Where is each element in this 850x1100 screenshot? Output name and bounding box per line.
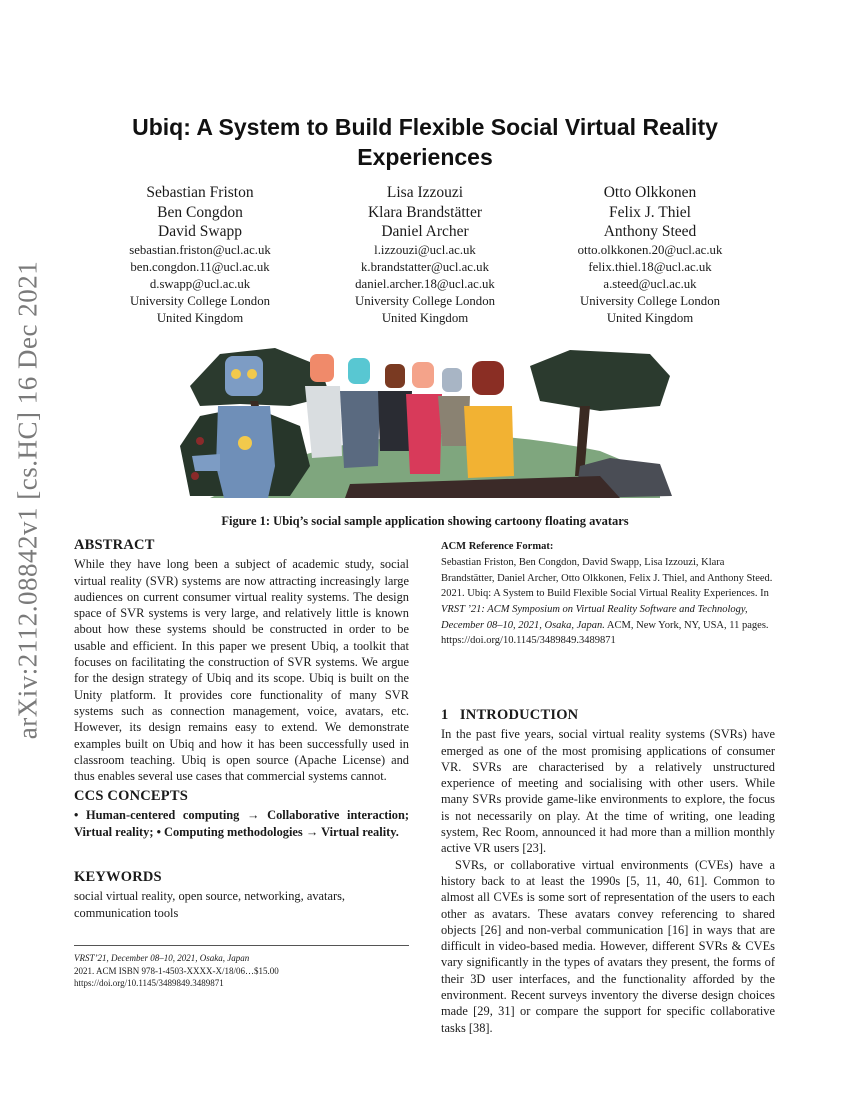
author-email: sebastian.friston@ucl.ac.uk	[129, 242, 271, 257]
author-affiliation: University College London	[129, 293, 271, 308]
acm-reference-section	[441, 539, 775, 649]
author-email: ben.congdon.11@ucl.ac.uk	[130, 259, 270, 274]
ccs-text: • Human-centered computing → Collaborative interaction; Virtual reality; • Computing methodologies → Virtual reality.	[74, 808, 409, 839]
introduction-heading: 1 INTRODUCTION	[441, 707, 579, 723]
doi-link[interactable]: https://doi.org/10.1145/3489849.3489871	[74, 978, 224, 988]
acm-reference-text	[441, 555, 775, 649]
intro-paragraph: In the past five years, social virtual reality systems (SVRs) have emerged as one of the most promising applications of consumer VR. SVRs are characterised by a relatively unstructured experience of meeting and socialising with other users. While many SVRs provide game-like environments to explore, the focus is not necessarily on play. At the time of writing, one leading system, Rec Room, announced it had more than a million monthly active VR users [23].	[441, 727, 775, 856]
author-email: d.swapp@ucl.ac.uk	[149, 276, 251, 291]
figure-caption: Figure 1: Ubiq’s social sample application showing cartoony floating avatars	[221, 514, 629, 528]
author-name: Anthony Steed	[603, 223, 697, 240]
author-email: otto.olkkonen.20@ucl.ac.uk	[577, 242, 723, 257]
paper-title: Ubiq: A System to Build Flexible Social Virtual Reality Experiences	[132, 114, 718, 170]
author-column	[540, 183, 760, 327]
avatars-illustration	[180, 346, 672, 498]
figure-1-image	[180, 346, 672, 498]
author-name: Klara Brandstätter	[367, 203, 483, 221]
abstract-heading: ABSTRACT	[74, 537, 155, 553]
keywords-heading: KEYWORDS	[74, 869, 162, 885]
copyright-footnote	[74, 945, 409, 990]
author-name: Daniel Archer	[381, 223, 469, 240]
venue-line: VRST’21, December 08–10, 2021, Osaka, Japan	[74, 953, 250, 963]
arxiv-stamp-text: arXiv:2112.08842v1 [cs.HC] 16 Dec 2021	[12, 260, 43, 740]
author-column	[90, 183, 310, 327]
author-email: daniel.archer.18@ucl.ac.uk	[355, 276, 495, 291]
author-email: k.brandstatter@ucl.ac.uk	[361, 259, 489, 274]
reference-publisher: ACM, New York, NY, USA, 11 pages. https://doi.org/10.1145/3489849.3489871	[441, 619, 769, 647]
abstract-text: While they have long been a subject of academic study, social virtual reality (SVR) systems are now attracting increasingly large audiences on current consumer virtual reality systems. The design space of SVR systems is very large, and relatively little is known about how these systems should be constructed in order to be usable and efficient. In this paper we present Ubiq, a toolkit that focuses on facilitating the construction of SVR systems. We argue for the design strategy of Ubiq and its scope. Ubiq is built on the Unity platform. It provides core functionality of many SVR systems such as connection management, voice, avatars, etc. However, its design remains easy to extend. We demonstrate examples built on Ubiq and how it has been successfully used in classroom teaching. Ubiq is open source (Apache License) and thus enables several use cases that commercial systems cannot.	[74, 557, 409, 784]
acm-reference-heading: ACM Reference Format:	[441, 541, 554, 552]
author-name: Lisa Izzouzi	[386, 184, 464, 201]
author-country: United Kingdom	[156, 310, 244, 325]
author-country: United Kingdom	[606, 310, 694, 325]
author-affiliation: University College London	[354, 293, 496, 308]
reference-venue: VRST ’21: ACM Symposium on Virtual Reality Software and Technology, December 08–10, 2021, Osaka, Japan.	[441, 604, 748, 631]
author-column	[315, 183, 535, 327]
author-email: felix.thiel.18@ucl.ac.uk	[588, 259, 712, 274]
ccs-heading: CCS CONCEPTS	[74, 788, 188, 804]
author-name: Sebastian Friston	[146, 184, 254, 201]
intro-paragraph: SVRs, or collaborative virtual environments (CVEs) have a history back to at least the 1990s [5, 11, 40, 61]. Common to almost all CVEs is some sort of representation of the users to each other as avatars. These avatars convey referencing to shared objects [26] and non-verbal communication [16] in ways that are difficult in video-based media. However, different SVRs & CVEs vary significantly in the types of avatars they present, the forms of their 3D user interfaces, and the functionality afforded by the environment. Recent surveys inventory the diverse design choices made [29, 31] or compare the support for specific collaborative tasks [38].	[441, 857, 775, 1035]
author-name: Felix J. Thiel	[609, 203, 691, 221]
author-email: a.steed@ucl.ac.uk	[603, 276, 697, 291]
author-name: Otto Olkkonen	[603, 184, 697, 201]
author-country: United Kingdom	[381, 310, 469, 325]
reference-authors: Sebastian Friston, Ben Congdon, David Swapp, Lisa Izzouzi, Klara Brandstätter, Daniel Archer, Otto Olkkonen, Felix J. Thiel, and Anthony Steed. 2021. Ubiq: A System to Build Flexible Social Virtual Reality Experiences. In	[441, 557, 773, 600]
arxiv-stamp	[8, 260, 48, 740]
keywords-section	[74, 869, 409, 921]
isbn-line: 2021. ACM ISBN 978-1-4503-XXXX-X/18/06…$15.00	[74, 965, 279, 976]
keywords-text: social virtual reality, open source, networking, avatars, communication tools	[74, 889, 346, 920]
author-name: David Swapp	[158, 223, 242, 240]
introduction-section	[441, 707, 775, 1036]
author-name: Ben Congdon	[157, 203, 243, 221]
abstract-section	[74, 537, 409, 784]
ccs-section	[74, 788, 409, 840]
author-affiliation: University College London	[579, 293, 721, 308]
author-block	[90, 183, 760, 327]
author-email: l.izzouzi@ucl.ac.uk	[374, 242, 476, 257]
